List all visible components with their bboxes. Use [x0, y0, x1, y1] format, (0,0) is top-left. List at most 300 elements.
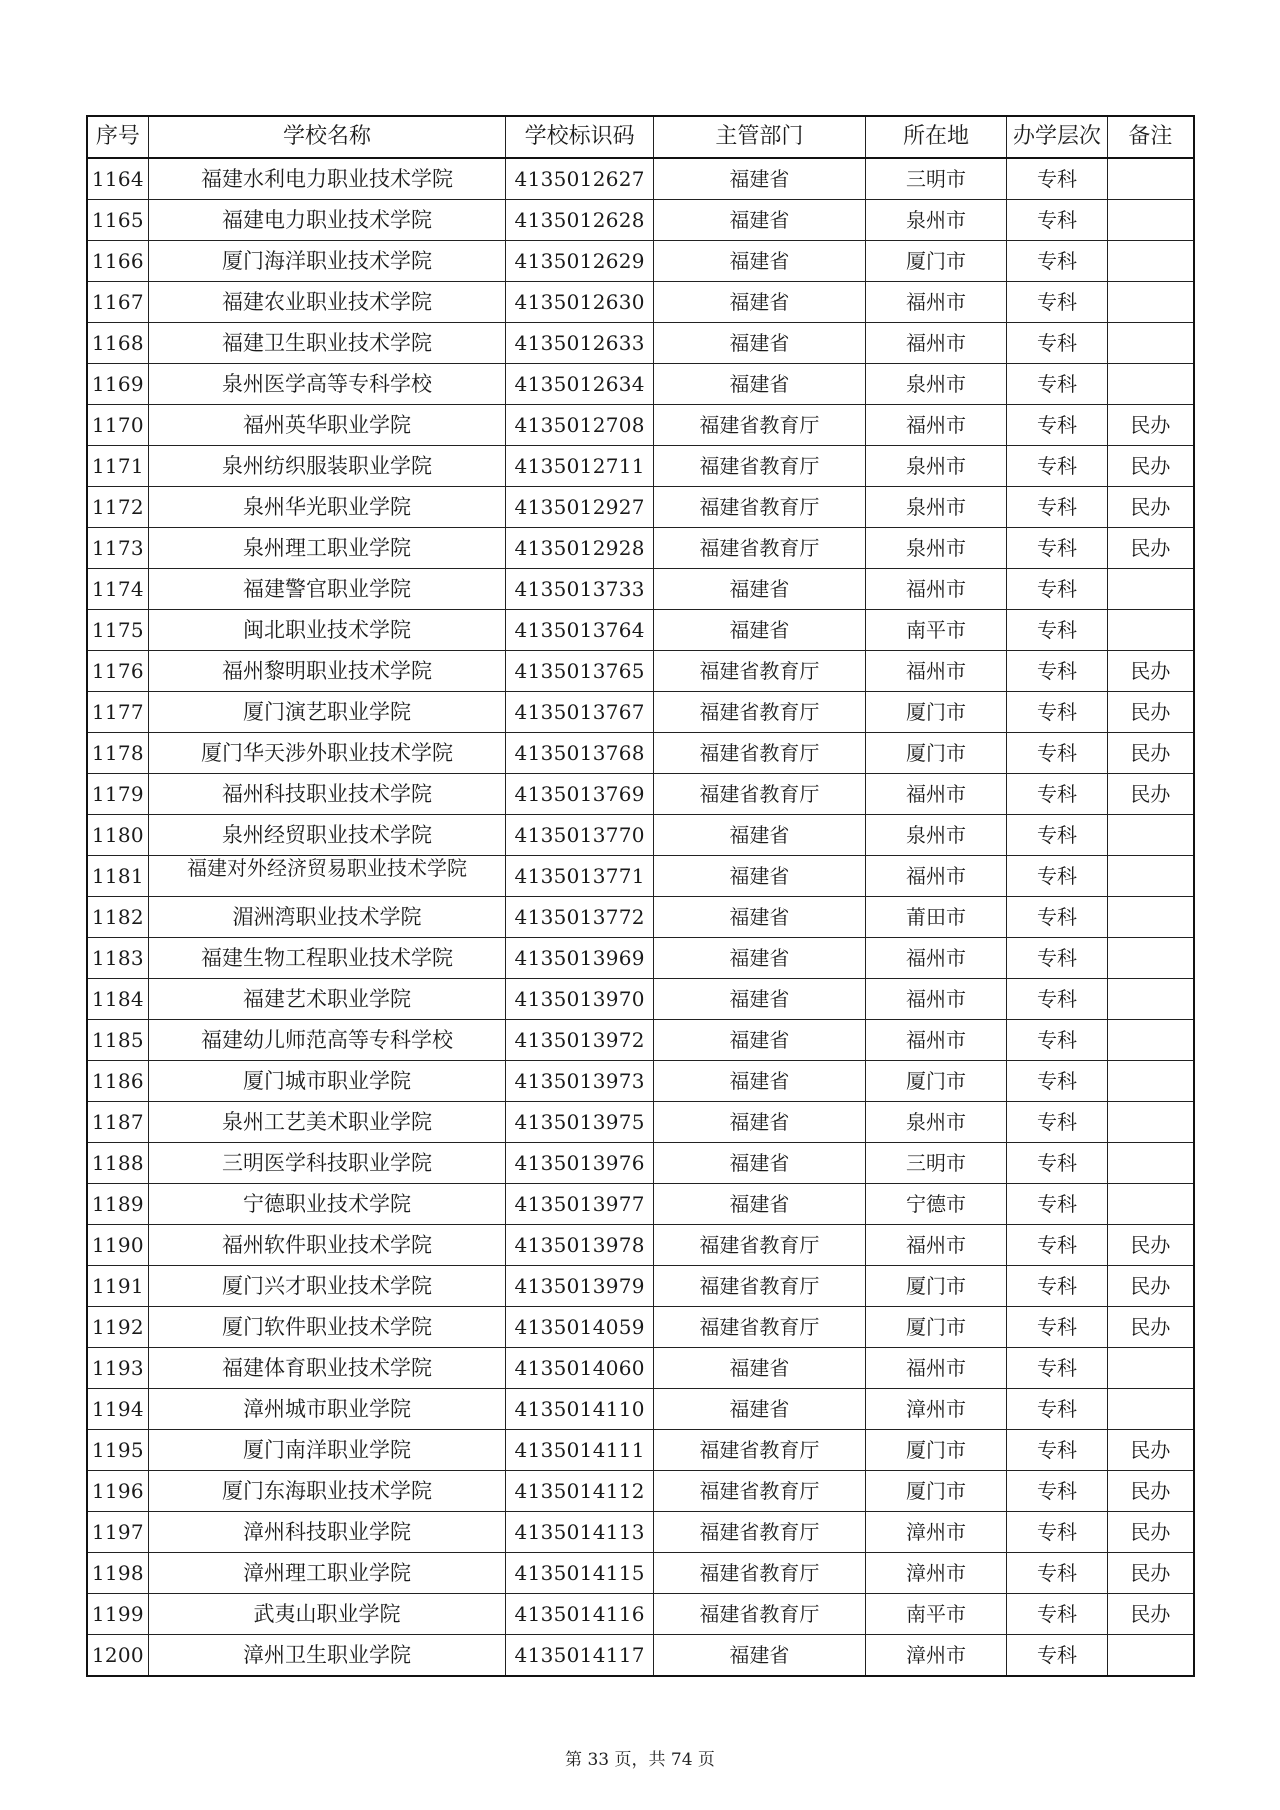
table-row [87, 979, 1194, 1020]
table-row [87, 774, 1194, 815]
row-index-cell: 1171 [87, 446, 148, 487]
school-name-cell: 厦门演艺职业学院 [148, 692, 505, 733]
department-cell: 福建省 [654, 1389, 865, 1430]
remarks-cell [1107, 364, 1194, 405]
location-cell: 厦门市 [865, 1430, 1007, 1471]
table-header [87, 116, 1194, 158]
location-cell: 漳州市 [865, 1635, 1007, 1677]
remarks-cell [1107, 282, 1194, 323]
school-code-cell: 4135012628 [506, 200, 654, 241]
level-cell: 专科 [1007, 323, 1107, 364]
remarks-cell: 民办 [1107, 1430, 1194, 1471]
table-row [87, 815, 1194, 856]
location-cell: 福州市 [865, 651, 1007, 692]
school-code-cell: 4135013769 [506, 774, 654, 815]
remarks-cell [1107, 815, 1194, 856]
remarks-cell: 民办 [1107, 692, 1194, 733]
school-code-cell: 4135013976 [506, 1143, 654, 1184]
location-cell: 泉州市 [865, 1102, 1007, 1143]
header-row [87, 116, 1194, 158]
school-name-cell: 厦门华天涉外职业技术学院 [148, 733, 505, 774]
department-cell: 福建省教育厅 [654, 733, 865, 774]
department-cell: 福建省教育厅 [654, 487, 865, 528]
location-cell: 南平市 [865, 610, 1007, 651]
level-cell: 专科 [1007, 446, 1107, 487]
level-cell: 专科 [1007, 528, 1107, 569]
level-cell: 专科 [1007, 1143, 1107, 1184]
location-cell: 厦门市 [865, 733, 1007, 774]
remarks-cell: 民办 [1107, 446, 1194, 487]
department-cell: 福建省教育厅 [654, 446, 865, 487]
table-row [87, 1061, 1194, 1102]
location-cell: 厦门市 [865, 1061, 1007, 1102]
table-row [87, 405, 1194, 446]
row-index-cell: 1186 [87, 1061, 148, 1102]
department-cell: 福建省教育厅 [654, 1594, 865, 1635]
level-cell: 专科 [1007, 692, 1107, 733]
remarks-cell: 民办 [1107, 1553, 1194, 1594]
table-row [87, 938, 1194, 979]
remarks-cell [1107, 200, 1194, 241]
row-index-cell: 1172 [87, 487, 148, 528]
school-code-cell: 4135013765 [506, 651, 654, 692]
row-index-cell: 1190 [87, 1225, 148, 1266]
remarks-cell [1107, 158, 1194, 200]
row-index-cell: 1169 [87, 364, 148, 405]
department-cell: 福建省教育厅 [654, 1225, 865, 1266]
department-cell: 福建省 [654, 1635, 865, 1677]
table-body [87, 158, 1194, 1676]
department-cell: 福建省教育厅 [654, 1553, 865, 1594]
location-cell: 福州市 [865, 774, 1007, 815]
level-cell: 专科 [1007, 1471, 1107, 1512]
school-name-cell: 厦门软件职业技术学院 [148, 1307, 505, 1348]
location-cell: 福州市 [865, 979, 1007, 1020]
school-code-cell: 4135012711 [506, 446, 654, 487]
row-index-cell: 1184 [87, 979, 148, 1020]
school-name-cell: 三明医学科技职业学院 [148, 1143, 505, 1184]
level-cell: 专科 [1007, 364, 1107, 405]
row-index-cell: 1167 [87, 282, 148, 323]
department-cell: 福建省 [654, 282, 865, 323]
department-cell: 福建省教育厅 [654, 528, 865, 569]
location-cell: 南平市 [865, 1594, 1007, 1635]
school-code-cell: 4135012708 [506, 405, 654, 446]
school-name-cell: 福州黎明职业技术学院 [148, 651, 505, 692]
table-row [87, 323, 1194, 364]
header-level: 办学层次 [1007, 116, 1107, 158]
level-cell: 专科 [1007, 1389, 1107, 1430]
remarks-cell: 民办 [1107, 1225, 1194, 1266]
department-cell: 福建省 [654, 569, 865, 610]
school-code-cell: 4135014115 [506, 1553, 654, 1594]
level-cell: 专科 [1007, 282, 1107, 323]
row-index-cell: 1188 [87, 1143, 148, 1184]
school-name-cell: 福建卫生职业技术学院 [148, 323, 505, 364]
table-row [87, 487, 1194, 528]
level-cell: 专科 [1007, 1266, 1107, 1307]
school-name-cell: 福建水利电力职业技术学院 [148, 158, 505, 200]
school-code-cell: 4135013969 [506, 938, 654, 979]
level-cell: 专科 [1007, 856, 1107, 897]
school-code-cell: 4135013975 [506, 1102, 654, 1143]
location-cell: 厦门市 [865, 241, 1007, 282]
location-cell: 福州市 [865, 938, 1007, 979]
location-cell: 福州市 [865, 405, 1007, 446]
header-location: 所在地 [865, 116, 1007, 158]
table-row [87, 610, 1194, 651]
school-list-table [86, 115, 1195, 1677]
row-index-cell: 1168 [87, 323, 148, 364]
remarks-cell [1107, 1348, 1194, 1389]
row-index-cell: 1164 [87, 158, 148, 200]
row-index-cell: 1177 [87, 692, 148, 733]
level-cell: 专科 [1007, 1348, 1107, 1389]
level-cell: 专科 [1007, 1184, 1107, 1225]
school-name-cell: 漳州城市职业学院 [148, 1389, 505, 1430]
school-name-cell: 福州软件职业技术学院 [148, 1225, 505, 1266]
department-cell: 福建省教育厅 [654, 405, 865, 446]
table-row [87, 1020, 1194, 1061]
location-cell: 厦门市 [865, 1471, 1007, 1512]
school-code-cell: 4135012633 [506, 323, 654, 364]
table-row [87, 241, 1194, 282]
level-cell: 专科 [1007, 733, 1107, 774]
department-cell: 福建省教育厅 [654, 1266, 865, 1307]
level-cell: 专科 [1007, 487, 1107, 528]
department-cell: 福建省 [654, 815, 865, 856]
school-name-cell: 漳州科技职业学院 [148, 1512, 505, 1553]
table-row [87, 1266, 1194, 1307]
location-cell: 三明市 [865, 1143, 1007, 1184]
row-index-cell: 1191 [87, 1266, 148, 1307]
table-row [87, 158, 1194, 200]
location-cell: 宁德市 [865, 1184, 1007, 1225]
school-code-cell: 4135012627 [506, 158, 654, 200]
school-name-cell: 厦门城市职业学院 [148, 1061, 505, 1102]
row-index-cell: 1165 [87, 200, 148, 241]
remarks-cell [1107, 897, 1194, 938]
school-code-cell: 4135013972 [506, 1020, 654, 1061]
table-row [87, 1389, 1194, 1430]
location-cell: 泉州市 [865, 528, 1007, 569]
row-index-cell: 1179 [87, 774, 148, 815]
school-name-cell: 宁德职业技术学院 [148, 1184, 505, 1225]
department-cell: 福建省 [654, 1061, 865, 1102]
table-row [87, 733, 1194, 774]
school-code-cell: 4135014116 [506, 1594, 654, 1635]
department-cell: 福建省 [654, 323, 865, 364]
school-name-cell: 福建电力职业技术学院 [148, 200, 505, 241]
school-name-cell: 泉州纺织服装职业学院 [148, 446, 505, 487]
row-index-cell: 1166 [87, 241, 148, 282]
table-row [87, 1143, 1194, 1184]
school-code-cell: 4135014112 [506, 1471, 654, 1512]
department-cell: 福建省 [654, 856, 865, 897]
row-index-cell: 1185 [87, 1020, 148, 1061]
row-index-cell: 1174 [87, 569, 148, 610]
location-cell: 福州市 [865, 856, 1007, 897]
school-name-cell [148, 856, 505, 897]
table-row [87, 1512, 1194, 1553]
level-cell: 专科 [1007, 774, 1107, 815]
row-index-cell: 1200 [87, 1635, 148, 1677]
location-cell: 福州市 [865, 282, 1007, 323]
table-row [87, 282, 1194, 323]
school-name-cell: 福建农业职业技术学院 [148, 282, 505, 323]
remarks-cell [1107, 610, 1194, 651]
table-row [87, 364, 1194, 405]
row-index-cell: 1189 [87, 1184, 148, 1225]
level-cell: 专科 [1007, 1635, 1107, 1677]
table-row [87, 1430, 1194, 1471]
school-code-cell: 4135012634 [506, 364, 654, 405]
remarks-cell: 民办 [1107, 1266, 1194, 1307]
school-name-cell: 福州科技职业技术学院 [148, 774, 505, 815]
level-cell: 专科 [1007, 158, 1107, 200]
school-name-cell: 厦门海洋职业技术学院 [148, 241, 505, 282]
header-remarks: 备注 [1107, 116, 1194, 158]
location-cell: 泉州市 [865, 200, 1007, 241]
location-cell: 福州市 [865, 323, 1007, 364]
level-cell: 专科 [1007, 897, 1107, 938]
row-index-cell: 1198 [87, 1553, 148, 1594]
school-code-cell: 4135014113 [506, 1512, 654, 1553]
remarks-cell: 民办 [1107, 1307, 1194, 1348]
department-cell: 福建省 [654, 241, 865, 282]
school-code-cell: 4135014111 [506, 1430, 654, 1471]
table-row [87, 569, 1194, 610]
department-cell: 福建省 [654, 364, 865, 405]
school-name-cell: 厦门南洋职业学院 [148, 1430, 505, 1471]
level-cell: 专科 [1007, 610, 1107, 651]
row-index-cell: 1173 [87, 528, 148, 569]
table-row [87, 856, 1194, 897]
remarks-cell: 民办 [1107, 774, 1194, 815]
remarks-cell [1107, 979, 1194, 1020]
school-code-cell: 4135013970 [506, 979, 654, 1020]
row-index-cell: 1170 [87, 405, 148, 446]
school-code-cell: 4135012630 [506, 282, 654, 323]
level-cell: 专科 [1007, 1512, 1107, 1553]
row-index-cell: 1195 [87, 1430, 148, 1471]
table-row [87, 200, 1194, 241]
location-cell: 泉州市 [865, 815, 1007, 856]
row-index-cell: 1193 [87, 1348, 148, 1389]
remarks-cell: 民办 [1107, 487, 1194, 528]
location-cell: 福州市 [865, 569, 1007, 610]
remarks-cell [1107, 569, 1194, 610]
row-index-cell: 1180 [87, 815, 148, 856]
level-cell: 专科 [1007, 979, 1107, 1020]
remarks-cell: 民办 [1107, 405, 1194, 446]
location-cell: 漳州市 [865, 1512, 1007, 1553]
row-index-cell: 1181 [87, 856, 148, 897]
row-index-cell: 1192 [87, 1307, 148, 1348]
department-cell: 福建省 [654, 200, 865, 241]
remarks-cell [1107, 1184, 1194, 1225]
department-cell: 福建省 [654, 158, 865, 200]
school-name-cell: 厦门东海职业技术学院 [148, 1471, 505, 1512]
level-cell: 专科 [1007, 938, 1107, 979]
header-department: 主管部门 [654, 116, 865, 158]
school-name-cell: 福建警官职业学院 [148, 569, 505, 610]
location-cell: 泉州市 [865, 487, 1007, 528]
remarks-cell [1107, 241, 1194, 282]
level-cell: 专科 [1007, 1594, 1107, 1635]
table-row [87, 1594, 1194, 1635]
remarks-cell [1107, 1389, 1194, 1430]
school-code-cell: 4135013977 [506, 1184, 654, 1225]
school-code-cell: 4135013770 [506, 815, 654, 856]
department-cell: 福建省教育厅 [654, 1512, 865, 1553]
level-cell: 专科 [1007, 241, 1107, 282]
location-cell: 莆田市 [865, 897, 1007, 938]
level-cell: 专科 [1007, 1020, 1107, 1061]
school-name-cell: 福州英华职业学院 [148, 405, 505, 446]
table-row [87, 1307, 1194, 1348]
school-code-cell: 4135013733 [506, 569, 654, 610]
row-index-cell: 1178 [87, 733, 148, 774]
table-row [87, 651, 1194, 692]
school-code-cell: 4135013979 [506, 1266, 654, 1307]
header-index: 序号 [87, 116, 148, 158]
department-cell: 福建省教育厅 [654, 692, 865, 733]
location-cell: 泉州市 [865, 446, 1007, 487]
remarks-cell [1107, 938, 1194, 979]
page-number: 第 33 页，共 74 页 [565, 1750, 715, 1770]
department-cell: 福建省 [654, 1348, 865, 1389]
table-row [87, 692, 1194, 733]
location-cell: 厦门市 [865, 1307, 1007, 1348]
department-cell: 福建省教育厅 [654, 651, 865, 692]
table-row [87, 446, 1194, 487]
remarks-cell [1107, 323, 1194, 364]
school-name-cell: 泉州医学高等专科学校 [148, 364, 505, 405]
school-code-cell: 4135013973 [506, 1061, 654, 1102]
school-name-cell: 泉州工艺美术职业学院 [148, 1102, 505, 1143]
level-cell: 专科 [1007, 1061, 1107, 1102]
header-school-code: 学校标识码 [506, 116, 654, 158]
department-cell: 福建省 [654, 938, 865, 979]
school-code-cell: 4135013772 [506, 897, 654, 938]
remarks-cell: 民办 [1107, 651, 1194, 692]
school-name-cell: 湄洲湾职业技术学院 [148, 897, 505, 938]
row-index-cell: 1197 [87, 1512, 148, 1553]
remarks-cell [1107, 1061, 1194, 1102]
location-cell: 漳州市 [865, 1553, 1007, 1594]
row-index-cell: 1199 [87, 1594, 148, 1635]
school-name-cell: 武夷山职业学院 [148, 1594, 505, 1635]
school-code-cell: 4135013768 [506, 733, 654, 774]
level-cell: 专科 [1007, 1225, 1107, 1266]
school-name-text: 福建对外经济贸易职业技术学院 [186, 858, 467, 880]
table-row [87, 1348, 1194, 1389]
department-cell: 福建省 [654, 1143, 865, 1184]
row-index-cell: 1176 [87, 651, 148, 692]
remarks-cell: 民办 [1107, 733, 1194, 774]
location-cell: 福州市 [865, 1225, 1007, 1266]
row-index-cell: 1196 [87, 1471, 148, 1512]
row-index-cell: 1194 [87, 1389, 148, 1430]
school-name-cell: 漳州卫生职业学院 [148, 1635, 505, 1677]
level-cell: 专科 [1007, 569, 1107, 610]
department-cell: 福建省 [654, 610, 865, 651]
school-code-cell: 4135014110 [506, 1389, 654, 1430]
level-cell: 专科 [1007, 1553, 1107, 1594]
remarks-cell [1107, 1143, 1194, 1184]
school-name-cell: 泉州经贸职业技术学院 [148, 815, 505, 856]
remarks-cell: 民办 [1107, 1512, 1194, 1553]
school-code-cell: 4135012928 [506, 528, 654, 569]
school-name-cell: 泉州华光职业学院 [148, 487, 505, 528]
school-name-cell: 闽北职业技术学院 [148, 610, 505, 651]
location-cell: 厦门市 [865, 1266, 1007, 1307]
remarks-cell [1107, 1102, 1194, 1143]
school-code-cell: 4135013767 [506, 692, 654, 733]
location-cell: 福州市 [865, 1020, 1007, 1061]
remarks-cell [1107, 1635, 1194, 1677]
remarks-cell [1107, 1020, 1194, 1061]
school-name-cell: 泉州理工职业学院 [148, 528, 505, 569]
school-code-cell: 4135012629 [506, 241, 654, 282]
level-cell: 专科 [1007, 1430, 1107, 1471]
table-row [87, 897, 1194, 938]
remarks-cell: 民办 [1107, 1471, 1194, 1512]
level-cell: 专科 [1007, 1102, 1107, 1143]
school-code-cell: 4135014059 [506, 1307, 654, 1348]
department-cell: 福建省 [654, 1184, 865, 1225]
row-index-cell: 1182 [87, 897, 148, 938]
level-cell: 专科 [1007, 200, 1107, 241]
department-cell: 福建省教育厅 [654, 774, 865, 815]
level-cell: 专科 [1007, 1307, 1107, 1348]
location-cell: 三明市 [865, 158, 1007, 200]
level-cell: 专科 [1007, 651, 1107, 692]
school-name-cell: 漳州理工职业学院 [148, 1553, 505, 1594]
table-row [87, 1102, 1194, 1143]
department-cell: 福建省 [654, 897, 865, 938]
location-cell: 漳州市 [865, 1389, 1007, 1430]
table-row [87, 528, 1194, 569]
row-index-cell: 1183 [87, 938, 148, 979]
level-cell: 专科 [1007, 815, 1107, 856]
level-cell: 专科 [1007, 405, 1107, 446]
department-cell: 福建省 [654, 979, 865, 1020]
table-row [87, 1635, 1194, 1677]
school-name-cell: 福建生物工程职业技术学院 [148, 938, 505, 979]
school-code-cell: 4135014060 [506, 1348, 654, 1389]
department-cell: 福建省教育厅 [654, 1430, 865, 1471]
remarks-cell: 民办 [1107, 1594, 1194, 1635]
school-name-cell: 福建体育职业技术学院 [148, 1348, 505, 1389]
location-cell: 泉州市 [865, 364, 1007, 405]
remarks-cell [1107, 856, 1194, 897]
school-name-cell: 厦门兴才职业技术学院 [148, 1266, 505, 1307]
school-code-cell: 4135012927 [506, 487, 654, 528]
department-cell: 福建省教育厅 [654, 1307, 865, 1348]
department-cell: 福建省 [654, 1020, 865, 1061]
location-cell: 厦门市 [865, 692, 1007, 733]
row-index-cell: 1175 [87, 610, 148, 651]
header-school-name: 学校名称 [148, 116, 505, 158]
location-cell: 福州市 [865, 1348, 1007, 1389]
table-row [87, 1553, 1194, 1594]
school-name-cell: 福建幼儿师范高等专科学校 [148, 1020, 505, 1061]
school-code-cell: 4135013771 [506, 856, 654, 897]
department-cell: 福建省教育厅 [654, 1471, 865, 1512]
remarks-cell: 民办 [1107, 528, 1194, 569]
